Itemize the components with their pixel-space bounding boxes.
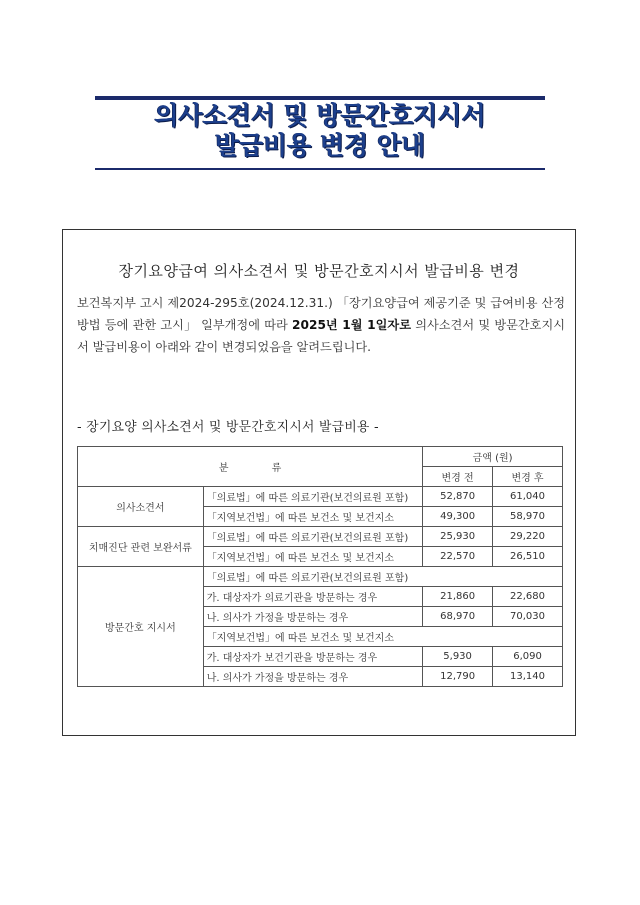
row-after: 58,970 [493,507,563,527]
header-amount: 금액 (원) [423,447,563,467]
row-after: 61,040 [493,487,563,507]
row-label: 나. 의사가 가정을 방문하는 경우 [203,667,422,687]
row-after: 13,140 [493,667,563,687]
row-before: 25,930 [423,527,493,547]
row-before: 22,570 [423,547,493,567]
table-header-row [78,447,563,467]
row-before: 21,860 [423,587,493,607]
row-after: 26,510 [493,547,563,567]
header-after: 변경 후 [493,467,563,487]
row-after: 6,090 [493,647,563,667]
notice-subtitle: 장기요양급여 의사소견서 및 방문간호지시서 발급비용 변경 [118,262,520,280]
row-after: 29,220 [493,527,563,547]
row-before: 68,970 [423,607,493,627]
group-name: 방문간호 지시서 [78,567,204,687]
row-label: 「지역보건법」에 따른 보건소 및 보건지소 [203,547,422,567]
row-label: 「의료법」에 따른 의료기관(보건의료원 포함) [203,527,422,547]
notice-paragraph [77,292,565,358]
row-after: 22,680 [493,587,563,607]
title-banner [95,96,545,170]
section-title: - 장기요양 의사소견서 및 방문간호지시서 발급비용 - [77,420,379,435]
notice-frame [62,229,576,736]
header-before: 변경 전 [423,467,493,487]
row-after: 70,030 [493,607,563,627]
row-before: 5,930 [423,647,493,667]
row-before: 52,870 [423,487,493,507]
header-category: 분 류 [78,447,423,487]
row-label: 나. 의사가 가정을 방문하는 경우 [203,607,422,627]
group-name: 치매진단 관련 보완서류 [78,527,204,567]
table-row [78,487,563,507]
row-before: 49,300 [423,507,493,527]
row-label: 가. 대상자가 보건기관을 방문하는 경우 [203,647,422,667]
row-label: 가. 대상자가 의료기관을 방문하는 경우 [203,587,422,607]
table-row [78,567,563,587]
para-effective-date: 2025년 1월 1일자로 [292,318,411,332]
para-part2: 의사소견서 및 방문간호지시서 발급비용이 아래와 같이 변경되었음을 알려드립니다. [77,318,565,354]
table-row [78,527,563,547]
fee-table [77,446,563,687]
row-subheader: 「의료법」에 따른 의료기관(보건의료원 포함) [203,567,562,587]
para-part1: 보건복지부 고시 제2024-295호(2024.12.31.) 「장기요양급여 제공기준 및 급여비용 산정방법 등에 관한 고시」 일부개정에 따라 [77,296,565,332]
page-title-line2: 발급비용 변경 안내 [214,131,426,160]
row-subheader: 「지역보건법」에 따른 보건소 및 보건지소 [203,627,562,647]
page-title-line1: 의사소견서 및 방문간호지시서 [154,101,486,130]
row-label: 「의료법」에 따른 의료기관(보건의료원 포함) [203,487,422,507]
group-name: 의사소견서 [78,487,204,527]
row-before: 12,790 [423,667,493,687]
row-label: 「지역보건법」에 따른 보건소 및 보건지소 [203,507,422,527]
